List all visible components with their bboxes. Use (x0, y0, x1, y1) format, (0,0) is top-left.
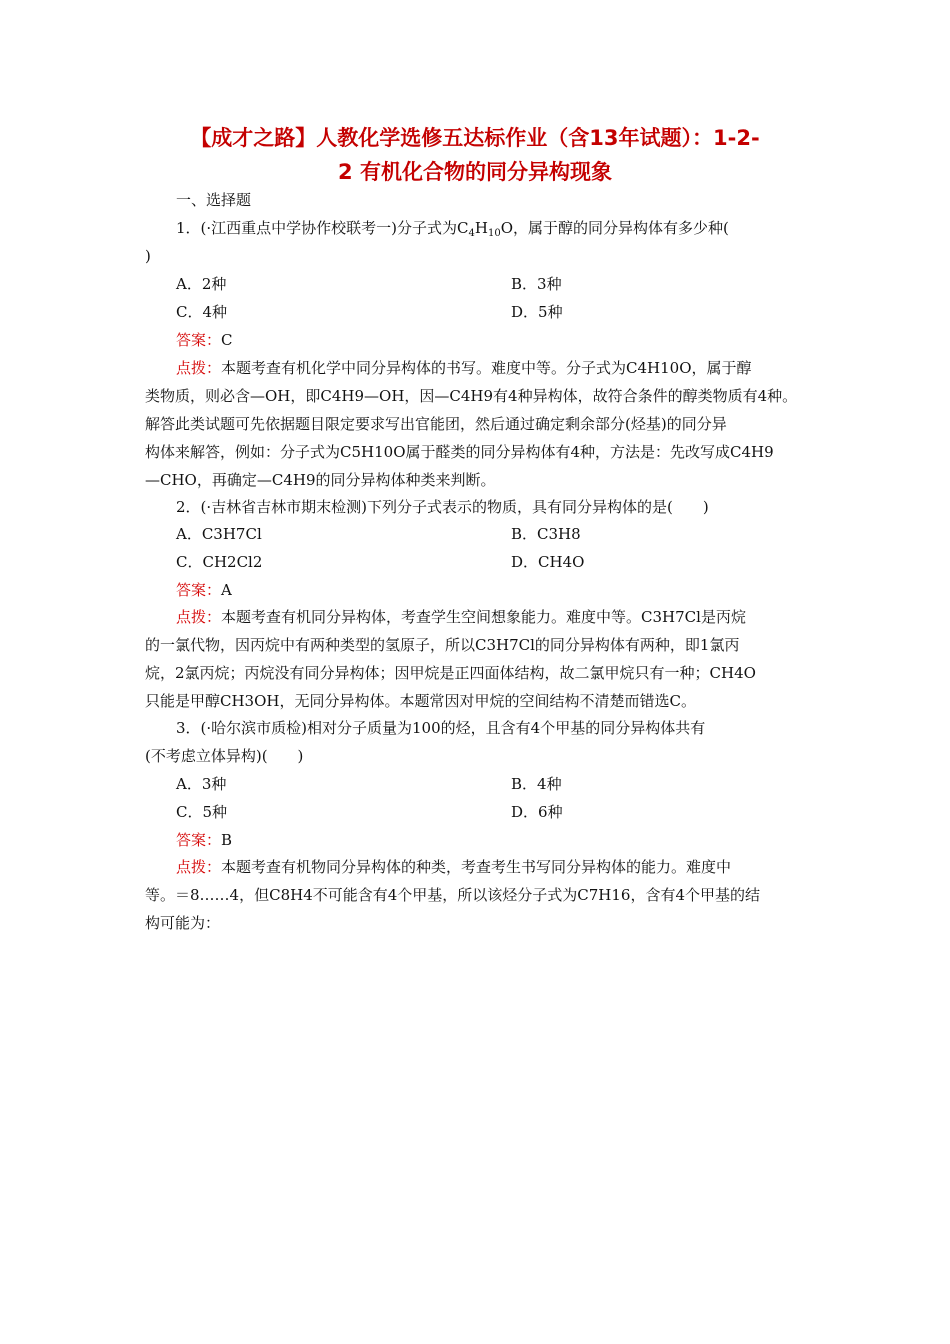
q1-stem-b: ，属于醇的同分异构体有多少种( (513, 219, 729, 237)
q1-explanation-4: 构体来解答，例如：分子式为C5H10O属于醛类的同分异构体有4种，方法是：先改写成C4H9 (145, 443, 774, 461)
q1-formula: $C_4H_{10}O$ (457, 219, 514, 239)
q1-stem-end: ) (145, 247, 151, 265)
q1-option-d: D．5种 (511, 303, 563, 321)
q1-explanation-1 (176, 358, 810, 378)
q1-exp-text-1: 本题考查有机化学中同分异构体的书写。难度中等。分子式为C4H10O，属于醇 (221, 359, 752, 377)
q3-stem-1: 3．(·哈尔滨市质检)相对分子质量为100的烃，且含有4个甲基的同分异构体共有 (176, 719, 706, 737)
q1-explanation-5: —CHO，再确定—C4H9的同分异构体种类来判断。 (145, 471, 496, 489)
q3-option-b: B．4种 (511, 775, 562, 793)
q2-option-a: A．C3H7Cl (176, 525, 262, 543)
section-heading: 一、选择题 (176, 191, 252, 209)
q1-option-a: A．2种 (176, 275, 227, 293)
q1-answer (176, 330, 810, 350)
q2-option-d: D．CH4O (511, 553, 585, 571)
q2-exp-text-1: 本题考查有机同分异构体，考查学生空间想象能力。难度中等。C3H7Cl是丙烷 (221, 608, 746, 626)
q2-explanation-1 (176, 607, 810, 627)
q3-exp-text-1: 本题考查有机物同分异构体的种类，考查考生书写同分异构体的能力。难度中 (221, 858, 732, 876)
q2-answer-value: A (221, 581, 232, 599)
q1-answer-value: C (221, 331, 233, 349)
doc-title-line-1: 【成才之路】人教化学选修五达标作业（含13年试题）：1-2- (190, 126, 760, 150)
q3-explanation-3: 构可能为： (145, 914, 221, 932)
q2-answer-label: 答案： (176, 581, 222, 599)
q3-hint-label: 点拨： (176, 858, 222, 876)
q3-option-a: A．3种 (176, 775, 227, 793)
q2-option-c: C．CH2Cl2 (176, 553, 263, 571)
doc-title-line-2: 2 有机化合物的同分异构现象 (338, 160, 612, 184)
q2-explanation-2: 的一氯代物，因丙烷中有两种类型的氢原子，所以C3H7Cl的同分异构体有两种，即1氯丙 (145, 636, 740, 654)
q1-hint-label: 点拨： (176, 359, 222, 377)
q1-answer-label: 答案： (176, 331, 222, 349)
q1-option-c: C．4种 (176, 303, 228, 321)
q3-option-d: D．6种 (511, 803, 563, 821)
q1-explanation-3: 解答此类试题可先依据题目限定要求写出官能团，然后通过确定剩余部分(烃基)的同分异 (145, 415, 727, 433)
q3-explanation-2: 等。＝8……4，但C8H4不可能含有4个甲基，所以该烃分子式为C7H16，含有4个甲基的结 (145, 886, 761, 904)
q3-option-c: C．5种 (176, 803, 228, 821)
q3-explanation-1 (176, 857, 810, 877)
q2-option-b: B．C3H8 (511, 525, 581, 543)
q3-answer-label: 答案： (176, 831, 222, 849)
q2-explanation-4: 只能是甲醇CH3OH，无同分异构体。本题常因对甲烷的空间结构不清楚而错选C。 (145, 692, 696, 710)
q3-answer-value: B (221, 831, 233, 849)
q1-stem-a: 1．(·江西重点中学协作校联考一)分子式为 (176, 219, 458, 237)
q3-answer (176, 830, 810, 850)
q2-stem: 2．(·吉林省吉林市期末检测)下列分子式表示的物质，具有同分异构体的是( ) (176, 498, 709, 516)
q1-explanation-2: 类物质，则必含—OH，即C4H9—OH，因—C4H9有4种异构体，故符合条件的醇类物质有4种。 (145, 387, 798, 405)
q2-explanation-3: 烷，2氯丙烷；丙烷没有同分异构体；因甲烷是正四面体结构，故二氯甲烷只有一种；CH4O (145, 664, 756, 682)
q1-stem (176, 218, 810, 244)
q2-hint-label: 点拨： (176, 608, 222, 626)
q1-option-b: B．3种 (511, 275, 562, 293)
q3-stem-2: (不考虑立体异构)( ) (145, 747, 304, 765)
q2-answer (176, 580, 810, 600)
